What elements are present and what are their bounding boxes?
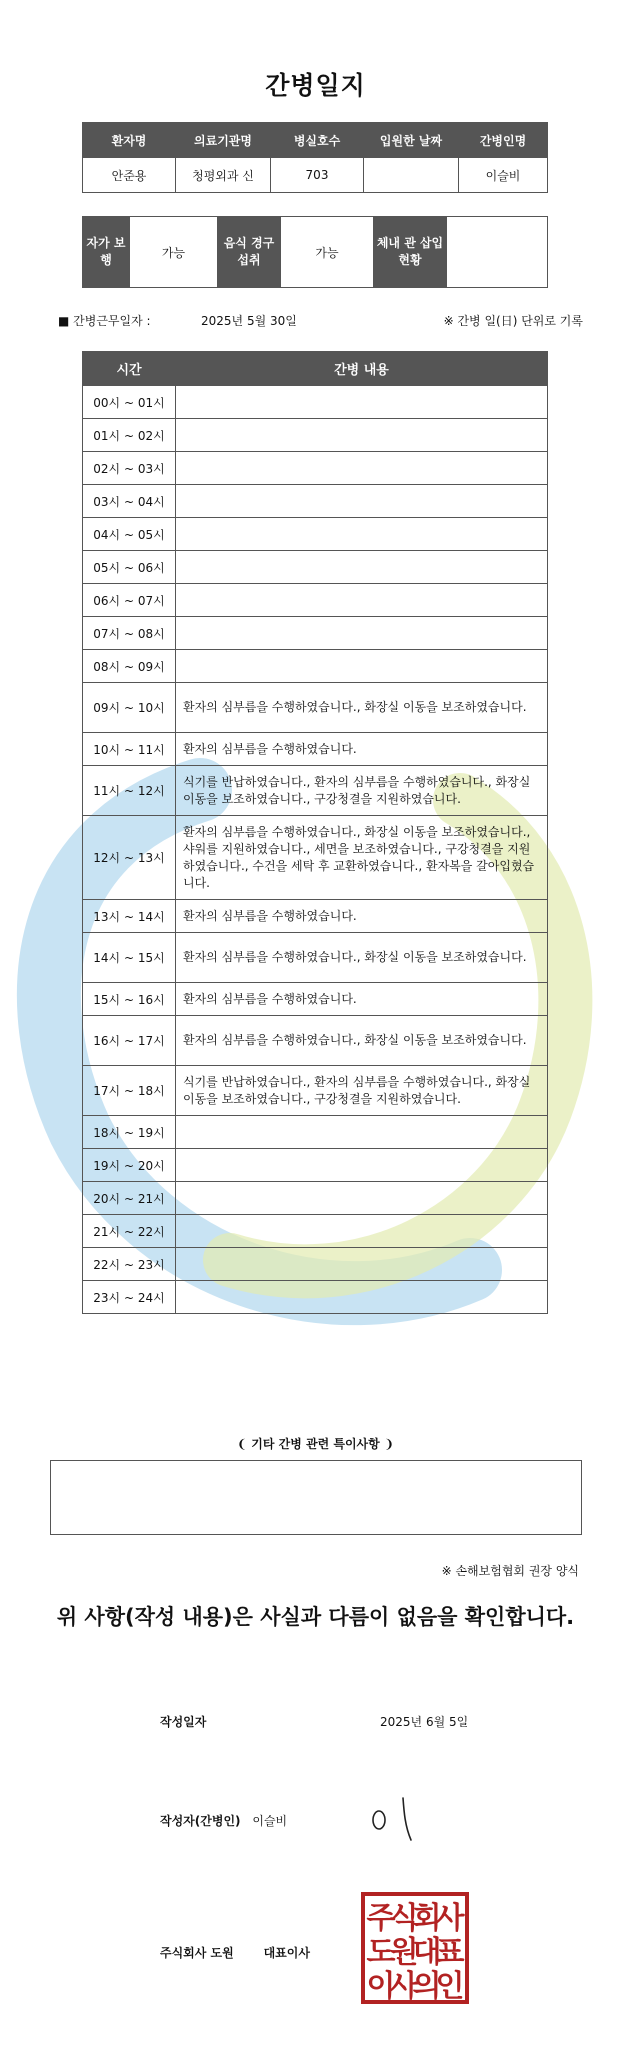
- log-content: [176, 386, 548, 419]
- oral-intake-label: 음식 경구 섭취: [218, 217, 281, 288]
- log-row: [83, 1248, 548, 1281]
- header-patient-name: 환자명: [83, 123, 176, 158]
- log-row: [83, 683, 548, 733]
- header-caregiver: 간병인명: [459, 123, 548, 158]
- svg-text:주: 주: [366, 1901, 396, 1936]
- log-row: [83, 1149, 548, 1182]
- oral-intake-value: 가능: [281, 217, 374, 288]
- log-row: [83, 1066, 548, 1116]
- log-time: 02시 ~ 03시: [83, 452, 176, 485]
- tube-insertion-label: 체내 관 삽입 현황: [374, 217, 447, 288]
- svg-text:식: 식: [389, 1901, 419, 1936]
- log-row: [83, 733, 548, 766]
- log-content: [176, 650, 548, 683]
- log-time: 06시 ~ 07시: [83, 584, 176, 617]
- remarks-title: ❨ 기타 간병 관련 특이사항 ❩: [237, 1437, 394, 1451]
- log-content: [176, 1215, 548, 1248]
- log-time: 20시 ~ 21시: [83, 1182, 176, 1215]
- log-row: [83, 452, 548, 485]
- care-log-table: [82, 351, 548, 1314]
- log-content: [176, 584, 548, 617]
- svg-text:의: 의: [412, 1969, 442, 2004]
- log-row: [83, 551, 548, 584]
- log-row: [83, 983, 548, 1016]
- patient-name: 안준용: [83, 158, 176, 193]
- log-time: 10시 ~ 11시: [83, 733, 176, 766]
- log-time: 17시 ~ 18시: [83, 1066, 176, 1116]
- log-row: [83, 1182, 548, 1215]
- company-seal: [361, 1892, 469, 2004]
- log-content: 환자의 심부름을 수행하였습니다., 화장실 이동을 보조하였습니다., 샤워를 지원하였습니다., 세면을 보조하였습니다., 구강청결을 지원하였습니다., 수건을 세탁 후 교환하였습니다., 환자복을 갈아입혔습니다.: [176, 816, 548, 900]
- log-content: [176, 617, 548, 650]
- log-row: [83, 1215, 548, 1248]
- patient-info-table: [82, 122, 548, 193]
- caregiver-name: 이슬비: [459, 158, 548, 193]
- log-row: [83, 419, 548, 452]
- work-date-value: 2025년 5월 30일: [201, 314, 297, 328]
- log-time: 12시 ~ 13시: [83, 816, 176, 900]
- room-number: 703: [271, 158, 364, 193]
- svg-text:도: 도: [366, 1935, 396, 1970]
- log-time: 16시 ~ 17시: [83, 1016, 176, 1066]
- log-content: [176, 518, 548, 551]
- written-date-value: 2025년 6월 5일: [380, 1715, 469, 1729]
- writer-row: [160, 1812, 287, 1829]
- log-content: 환자의 심부름을 수행하였습니다., 화장실 이동을 보조하였습니다.: [176, 1016, 548, 1066]
- log-content: 환자의 심부름을 수행하였습니다.: [176, 733, 548, 766]
- date-label-wrap: [160, 1713, 206, 1730]
- log-content: [176, 452, 548, 485]
- log-row: [83, 1016, 548, 1066]
- svg-text:회: 회: [412, 1901, 442, 1936]
- log-content: [176, 551, 548, 584]
- log-content: [176, 1149, 548, 1182]
- svg-text:인: 인: [435, 1969, 465, 2004]
- date-value-wrap: [380, 1713, 468, 1730]
- writer-label: 작성자(간병인): [160, 1814, 241, 1828]
- log-time: 15시 ~ 16시: [83, 983, 176, 1016]
- header-room: 병실호수: [271, 123, 364, 158]
- daily-record-note: ※ 간병 일(日) 단위로 기록: [443, 314, 583, 328]
- log-row: [83, 766, 548, 816]
- log-row: [83, 386, 548, 419]
- log-content: 식기를 반납하였습니다., 환자의 심부름을 수행하였습니다., 화장실 이동을 보조하였습니다., 구강청결을 지원하였습니다.: [176, 1066, 548, 1116]
- svg-text:이: 이: [366, 1969, 396, 2004]
- log-time: 04시 ~ 05시: [83, 518, 176, 551]
- log-content: [176, 1182, 548, 1215]
- header-hospital: 의료기관명: [176, 123, 271, 158]
- log-time: 01시 ~ 02시: [83, 419, 176, 452]
- log-row: [83, 650, 548, 683]
- log-content: 환자의 심부름을 수행하였습니다.: [176, 900, 548, 933]
- self-walk-value: 가능: [130, 217, 218, 288]
- company-row: [160, 1944, 310, 1961]
- log-row: [83, 816, 548, 900]
- hospital-name: 청평외과 신: [176, 158, 271, 193]
- log-content: [176, 485, 548, 518]
- log-row: [83, 485, 548, 518]
- log-time: 21시 ~ 22시: [83, 1215, 176, 1248]
- log-time: 05시 ~ 06시: [83, 551, 176, 584]
- svg-text:원: 원: [389, 1935, 419, 1970]
- log-content: [176, 1116, 548, 1149]
- log-row: [83, 1116, 548, 1149]
- svg-text:사: 사: [389, 1969, 419, 2004]
- remarks-box: [50, 1460, 582, 1535]
- log-time: 13시 ~ 14시: [83, 900, 176, 933]
- log-content: 식기를 반납하였습니다., 환자의 심부름을 수행하였습니다., 화장실 이동을 보조하였습니다., 구강청결을 지원하였습니다.: [176, 766, 548, 816]
- self-walk-label: 자가 보행: [83, 217, 130, 288]
- ceo-label: 대표이사: [263, 1946, 310, 1960]
- log-content: 환자의 심부름을 수행하였습니다., 화장실 이동을 보조하였습니다.: [176, 933, 548, 983]
- admission-date: [364, 158, 459, 193]
- log-time: 09시 ~ 10시: [83, 683, 176, 733]
- tube-insertion-value: [447, 217, 548, 288]
- work-date-label: ■ 간병근무일자 :: [58, 314, 151, 328]
- header-time: 시간: [83, 352, 176, 386]
- patient-status-table: [82, 216, 548, 288]
- log-time: 19시 ~ 20시: [83, 1149, 176, 1182]
- handwritten-signature: [365, 1790, 425, 1850]
- log-time: 11시 ~ 12시: [83, 766, 176, 816]
- log-time: 14시 ~ 15시: [83, 933, 176, 983]
- confirmation-statement: 위 사항(작성 내용)은 사실과 다름이 없음을 확인합니다.: [56, 1605, 575, 1629]
- svg-text:표: 표: [435, 1935, 465, 1970]
- log-content: [176, 1248, 548, 1281]
- log-content: [176, 1281, 548, 1314]
- header-admission-date: 입원한 날짜: [364, 123, 459, 158]
- svg-text:사: 사: [435, 1901, 465, 1936]
- log-row: [83, 900, 548, 933]
- log-content: [176, 419, 548, 452]
- log-content: 환자의 심부름을 수행하였습니다.: [176, 983, 548, 1016]
- log-time: 03시 ~ 04시: [83, 485, 176, 518]
- log-content: 환자의 심부름을 수행하였습니다., 화장실 이동을 보조하였습니다.: [176, 683, 548, 733]
- document-title: 간병일지: [265, 71, 366, 100]
- kfa-form-note: ※ 손해보험협회 권장 양식: [441, 1564, 579, 1578]
- svg-text:대: 대: [412, 1935, 442, 1970]
- header-care-content: 간병 내용: [176, 352, 548, 386]
- log-row: [83, 1281, 548, 1314]
- log-row: [83, 617, 548, 650]
- log-time: 08시 ~ 09시: [83, 650, 176, 683]
- log-row: [83, 518, 548, 551]
- writer-name: 이슬비: [252, 1814, 288, 1828]
- written-date-label: 작성일자: [160, 1715, 207, 1729]
- log-time: 00시 ~ 01시: [83, 386, 176, 419]
- log-time: 23시 ~ 24시: [83, 1281, 176, 1314]
- log-time: 22시 ~ 23시: [83, 1248, 176, 1281]
- log-time: 07시 ~ 08시: [83, 617, 176, 650]
- log-row: [83, 584, 548, 617]
- log-time: 18시 ~ 19시: [83, 1116, 176, 1149]
- log-row: [83, 933, 548, 983]
- company-label: 주식회사 도원: [160, 1946, 234, 1960]
